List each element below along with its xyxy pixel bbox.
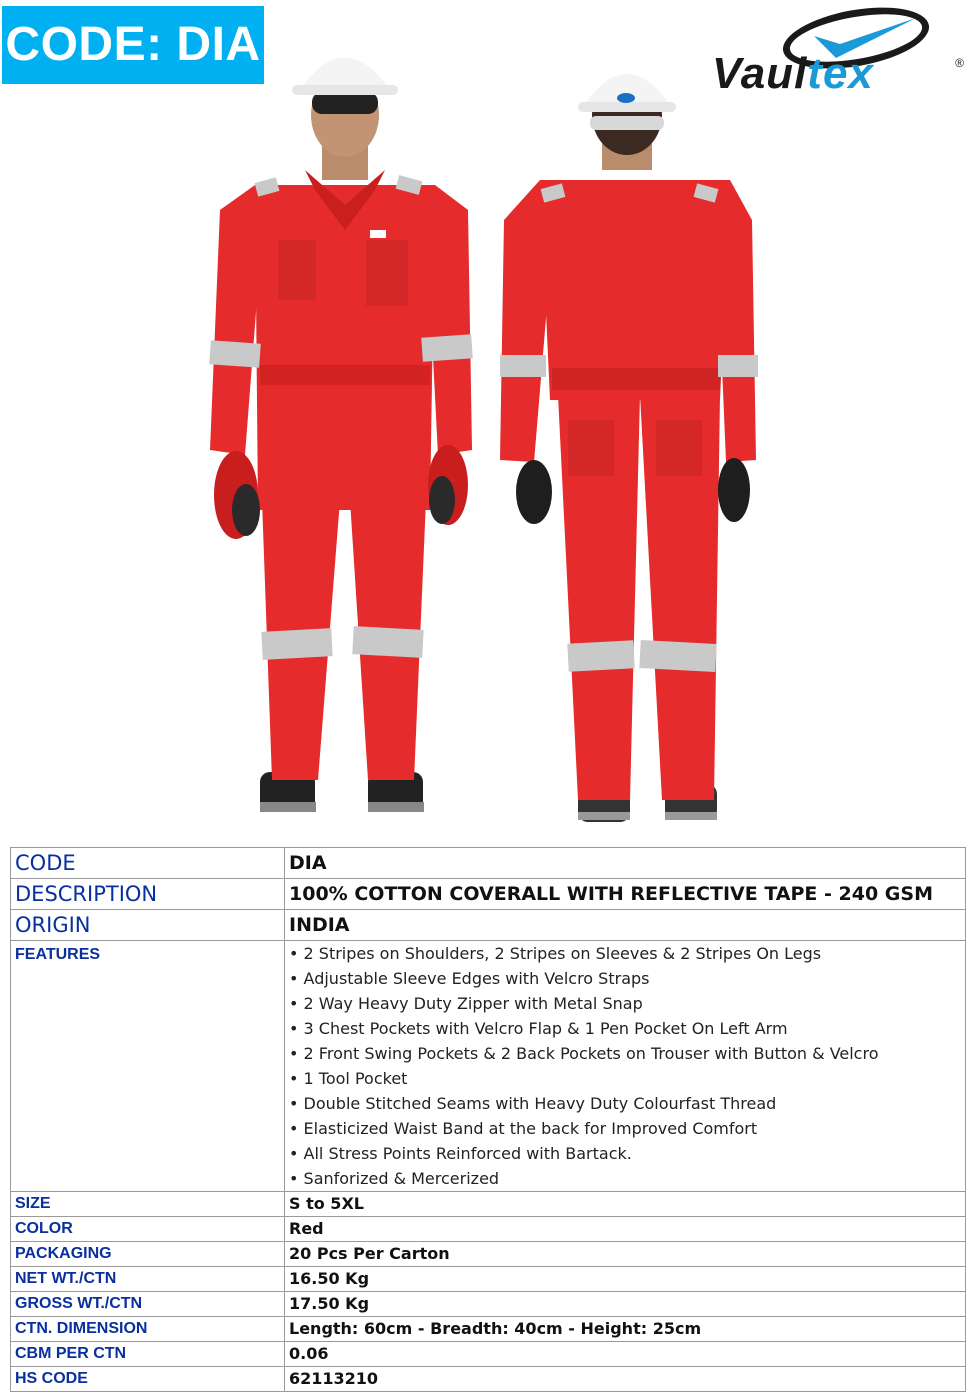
coverall-back-photo [490,30,770,840]
spec-table [10,847,966,1392]
list-item: • 2 Front Swing Pockets & 2 Back Pockets on Trouser with Button & Velcro [289,1041,961,1066]
spec-row-description [11,879,966,910]
spec-row-cbm [11,1342,966,1367]
spec-row-packaging [11,1242,966,1267]
registered-mark: ® [955,56,964,70]
spec-row-size [11,1192,966,1217]
list-item: • 2 Stripes on Shoulders, 2 Stripes on Sleeves & 2 Stripes On Legs [289,941,961,966]
spec-label: HS CODE [11,1367,285,1392]
spec-value: 20 Pcs Per Carton [285,1242,966,1267]
spec-row-code [11,848,966,879]
logo-wordmark-main: Vaul [712,49,808,98]
spec-value: DIA [285,848,966,879]
spec-value: Red [285,1217,966,1242]
spec-value: 62113210 [285,1367,966,1392]
spec-label: NET WT./CTN [11,1267,285,1292]
helmet-logo [617,93,635,103]
spec-row-origin [11,910,966,941]
spec-row-hs-code [11,1367,966,1392]
coverall-front-photo [200,30,490,840]
spec-value: S to 5XL [285,1192,966,1217]
list-item: • Elasticized Waist Band at the back for Improved Comfort [289,1116,961,1141]
spec-value: 17.50 Kg [285,1292,966,1317]
spec-row-net-weight [11,1267,966,1292]
spec-label: FEATURES [11,941,285,1192]
spec-label: CTN. DIMENSION [11,1317,285,1342]
spec-label: ORIGIN [11,910,285,941]
list-item: • Double Stitched Seams with Heavy Duty Colourfast Thread [289,1091,961,1116]
feature-list [289,941,961,1191]
list-item: • 2 Way Heavy Duty Zipper with Metal Snap [289,991,961,1016]
list-item: • All Stress Points Reinforced with Bartack. [289,1141,961,1166]
spec-label: DESCRIPTION [11,879,285,910]
spec-row-gross-weight [11,1292,966,1317]
feature-list-cell [285,941,966,1192]
spec-value: 16.50 Kg [285,1267,966,1292]
spec-value: 0.06 [285,1342,966,1367]
spec-label: CODE [11,848,285,879]
spec-label: COLOR [11,1217,285,1242]
spec-value: Length: 60cm - Breadth: 40cm - Height: 25cm [285,1317,966,1342]
spec-label: GROSS WT./CTN [11,1292,285,1317]
list-item: • Sanforized & Mercerized [289,1166,961,1191]
spec-row-dimension [11,1317,966,1342]
list-item: • 1 Tool Pocket [289,1066,961,1091]
list-item: • Adjustable Sleeve Edges with Velcro Straps [289,966,961,991]
spec-value: 100% COTTON COVERALL WITH REFLECTIVE TAPE - 240 GSM [285,879,966,910]
spec-label: CBM PER CTN [11,1342,285,1367]
spec-label: PACKAGING [11,1242,285,1267]
spec-label: SIZE [11,1192,285,1217]
product-code-badge: CODE: DIA [2,6,264,84]
spec-value: INDIA [285,910,966,941]
logo-wordmark-accent: tex [807,49,874,98]
list-item: • 3 Chest Pockets with Velcro Flap & 1 Pen Pocket On Left Arm [289,1016,961,1041]
front-logo-patch [370,230,386,238]
spec-row-features [11,941,966,1192]
spec-row-color [11,1217,966,1242]
